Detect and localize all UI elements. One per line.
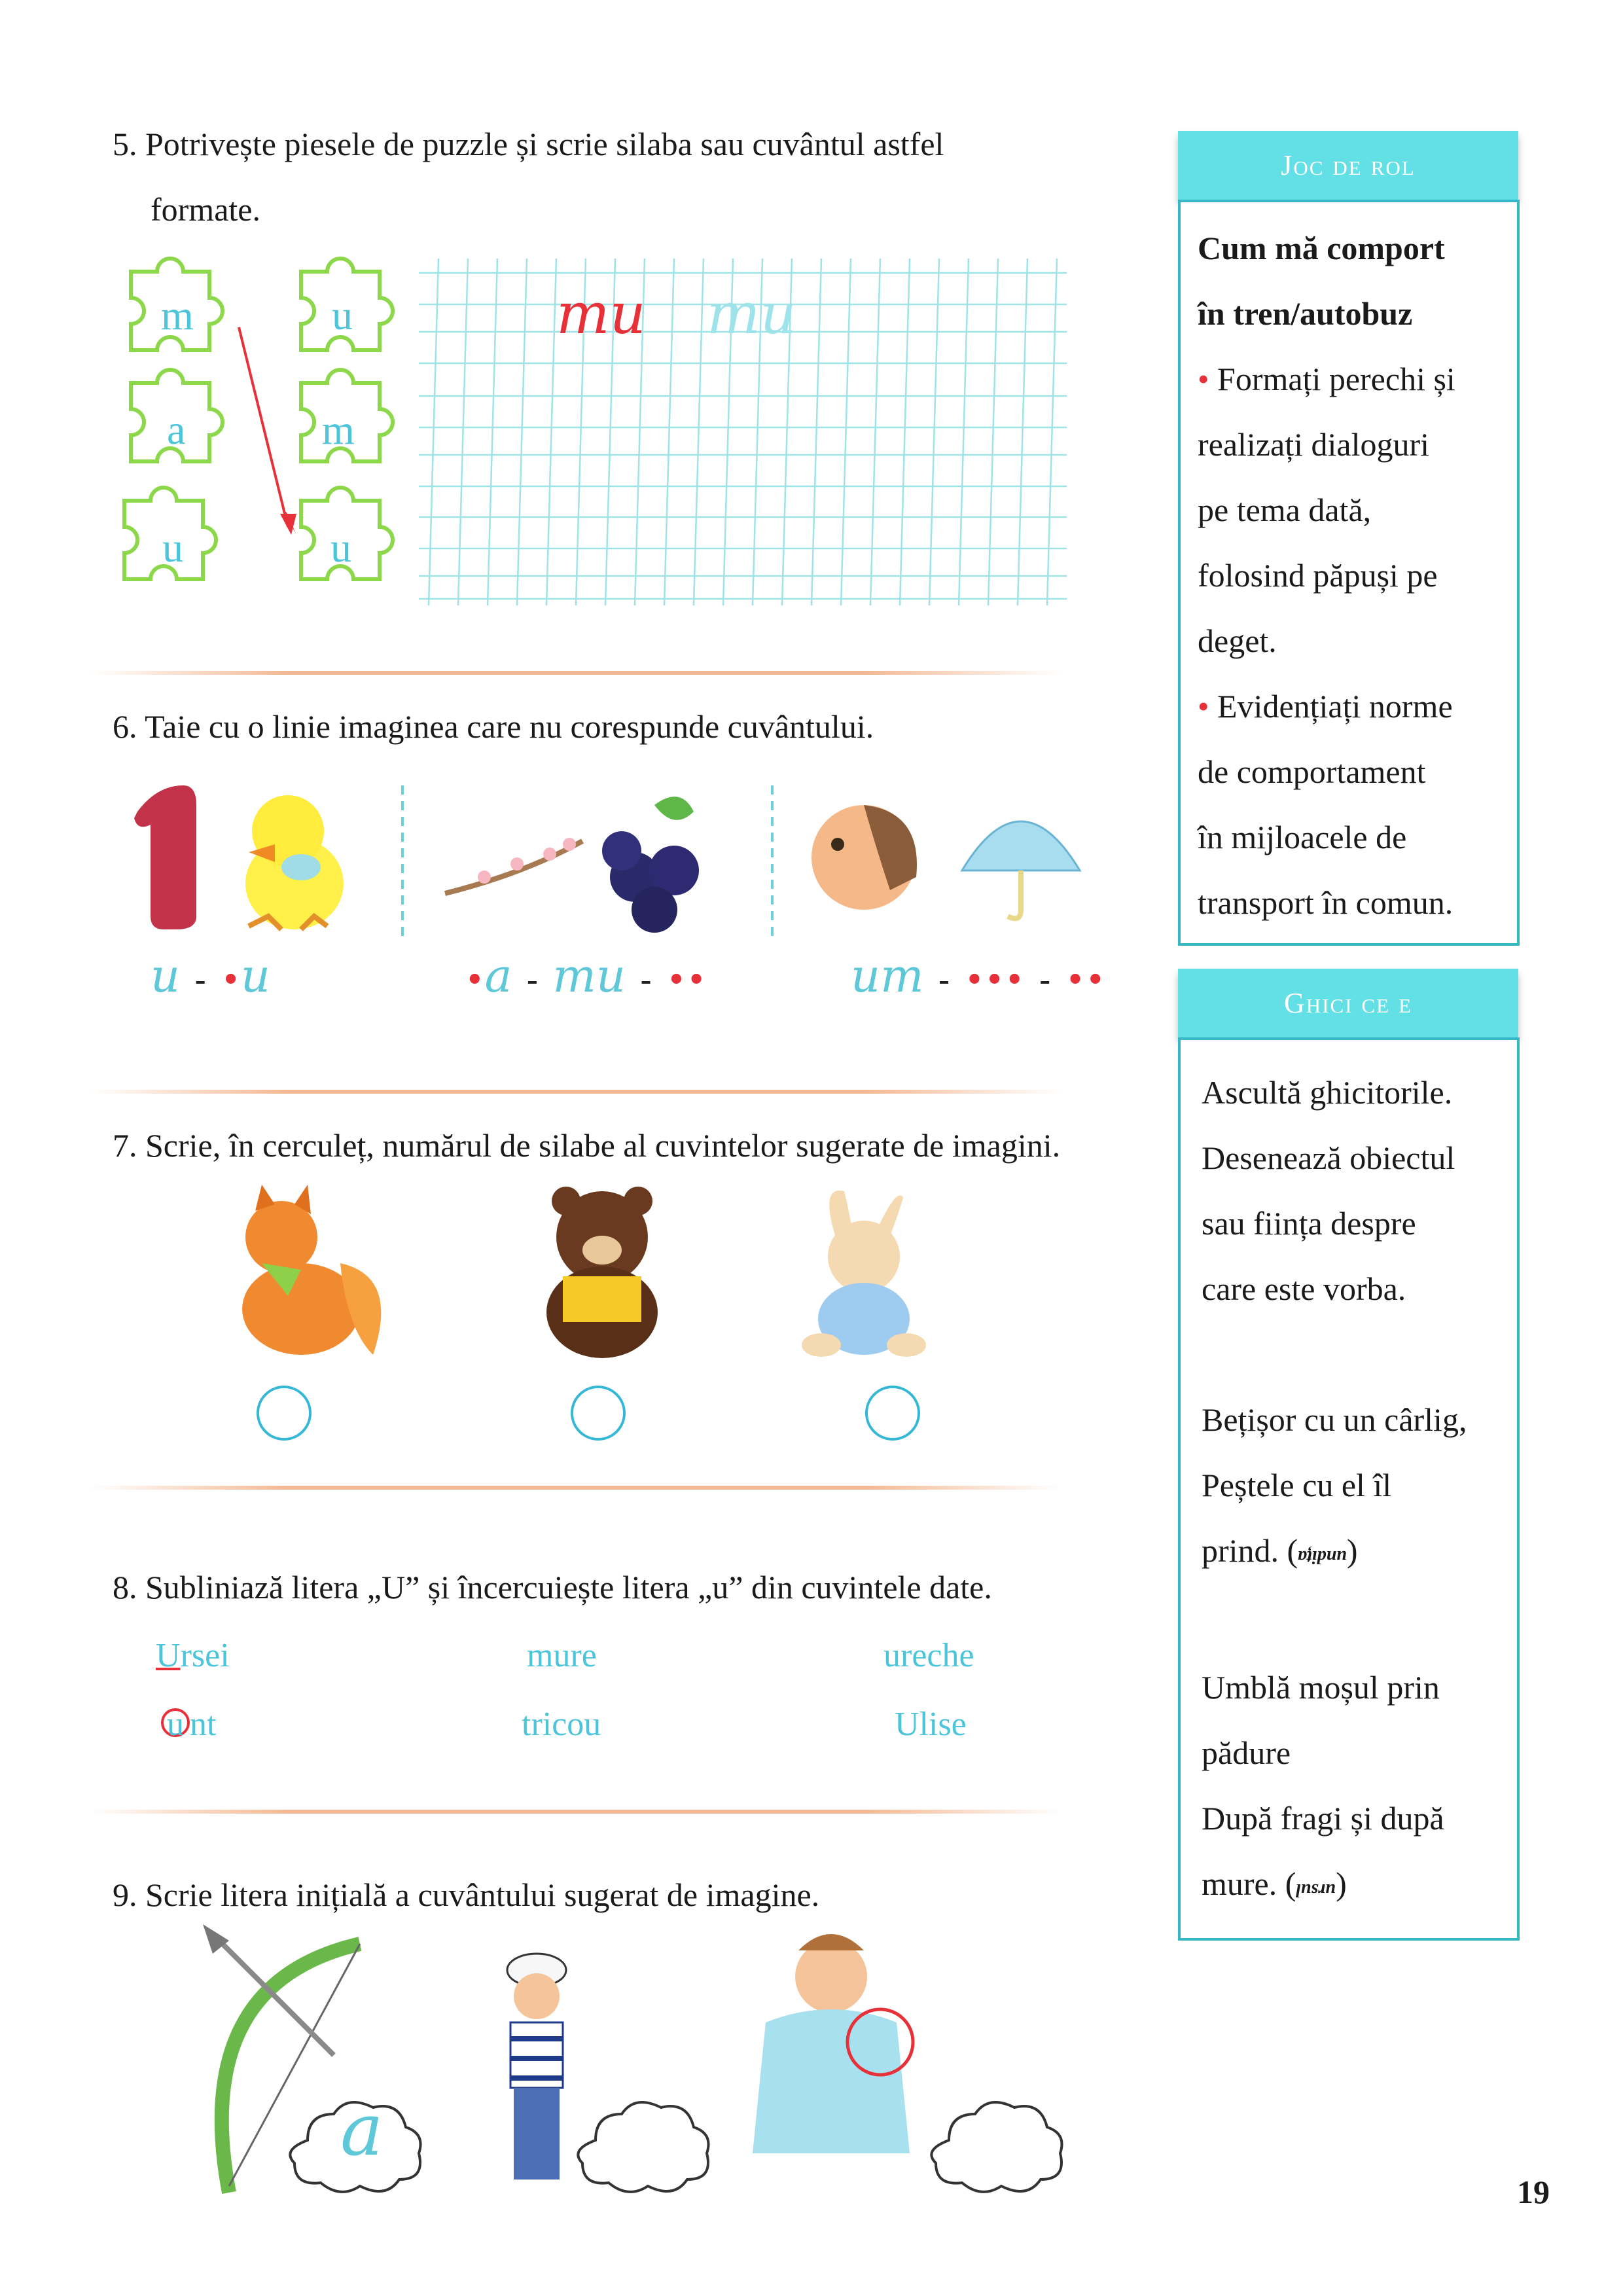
word-rest: rsei (180, 1637, 230, 1674)
exercise-9-images (177, 1924, 1126, 2199)
role-play-title-1: Cum mă comport (1198, 230, 1445, 266)
dash: - (194, 961, 206, 1000)
puzzle-letter-u: u (162, 524, 183, 571)
syllable-count-circle[interactable] (571, 1386, 626, 1441)
sidebar-line: în mijloacele de (1198, 819, 1407, 855)
dots: • (221, 961, 241, 1000)
word-group-2 (465, 949, 706, 1003)
line-text: ) (1346, 1532, 1358, 1569)
sidebar-line: de comportament (1198, 753, 1426, 790)
riddle-intro-line: Desenează obiectul (1202, 1139, 1455, 1176)
separator (92, 1486, 1060, 1490)
cursive-syllable: um (851, 949, 924, 1003)
example-syllable-red: mu (556, 281, 646, 347)
teddy-bear-icon (546, 1187, 658, 1358)
number-one-icon (134, 785, 196, 929)
exercise-6-images (111, 779, 1132, 942)
dots: ••• (964, 961, 1025, 1000)
riddle-line: pădure (1202, 1734, 1291, 1771)
example-initial-letter: a (340, 2088, 383, 2172)
upside-down-answer: ursul (1296, 1880, 1336, 1900)
line-text: ) (1336, 1865, 1347, 1902)
exercise-7-images (209, 1185, 995, 1361)
role-play-header: Joc de rol (1178, 131, 1518, 200)
line-text: prind. ( (1202, 1532, 1298, 1569)
sidebar-line: transport în comun. (1198, 884, 1454, 921)
word-group-3 (851, 949, 1105, 1003)
sidebar-line: realizați dialoguri (1198, 426, 1430, 463)
riddle-line (1202, 1851, 1504, 1922)
puzzle-letter-m: m (322, 406, 355, 453)
role-play-box (1178, 200, 1520, 946)
sidebar-line (1198, 346, 1504, 412)
example-syllable-trace: mu (707, 281, 796, 347)
bullet-icon: • (1198, 688, 1209, 725)
puzzle-letter-m: m (161, 292, 194, 338)
exercise-7-text: 7. Scrie, în cerculeț, numărul de silabe al cuvintelor sugerate de imagini. (113, 1127, 1061, 1164)
puzzle-letter-u: u (330, 524, 351, 571)
underlined-letter: U (156, 1637, 181, 1674)
cursive-syllable: u (151, 949, 181, 1003)
separator (92, 1090, 1060, 1094)
dots: •• (666, 961, 707, 1000)
word-ursei[interactable] (156, 1636, 230, 1675)
sidebar-line (1198, 673, 1504, 739)
dots: • (465, 961, 485, 1000)
dash: - (1039, 961, 1051, 1000)
exercise-5-line2: formate. (151, 191, 260, 228)
blossom-branch-icon (445, 838, 582, 893)
word-ureche[interactable]: ureche (883, 1637, 974, 1674)
riddle-line: Peștele cu el îl (1202, 1467, 1392, 1503)
page-number: 19 (1517, 2174, 1550, 2210)
dots: •• (1065, 961, 1106, 1000)
sidebar-line: pe tema dată, (1198, 492, 1372, 528)
answer-cloud (578, 2102, 708, 2192)
dash: - (640, 961, 652, 1000)
exercise-9-text: 9. Scrie litera inițială a cuvântului sugerat de imagine. (113, 1876, 820, 1913)
syllable-count-circle[interactable] (865, 1386, 920, 1441)
dash: - (938, 961, 950, 1000)
cursive-syllable: u (240, 949, 270, 1003)
cursive-syllable: a (484, 949, 512, 1003)
puzzle-letter-a: a (167, 406, 186, 453)
blackberries-icon (602, 797, 699, 933)
riddle-intro-line: sau ființa despre (1202, 1205, 1416, 1242)
sidebar-line: deget. (1198, 622, 1277, 659)
bullet-icon: • (1198, 361, 1209, 397)
riddle-header: Ghici ce e (1178, 969, 1518, 1037)
exercise-6-text: 6. Taie cu o linie imaginea care nu corespunde cuvântului. (113, 708, 874, 745)
riddle-line: Bețișor cu un cârlig, (1202, 1401, 1467, 1438)
line-text: mure. ( (1202, 1865, 1296, 1902)
circled-letter: u (161, 1708, 190, 1737)
cursive-syllable: mu (552, 949, 626, 1003)
umbrella-icon (962, 821, 1080, 918)
word-ulise[interactable]: Ulise (895, 1706, 967, 1743)
syllable-count-circle[interactable] (257, 1386, 312, 1441)
line-text: Evidențiați norme (1209, 688, 1453, 725)
dash: - (526, 961, 539, 1000)
puzzle-letter-u: u (332, 292, 353, 338)
upside-down-answer: undița (1298, 1547, 1347, 1567)
riddle-line (1202, 1518, 1504, 1589)
boy-face-icon (812, 805, 917, 910)
role-play-title-2: în tren/autobuz (1198, 295, 1413, 332)
sailor-icon (507, 1954, 566, 2179)
bunny-icon (802, 1191, 926, 1357)
word-mure[interactable]: mure (527, 1637, 597, 1674)
riddle-box (1178, 1037, 1520, 1941)
puzzle-pieces (111, 252, 419, 619)
word-rest: nt (190, 1706, 217, 1743)
separator (92, 1810, 1060, 1814)
riddle-line: Umblă moșul prin (1202, 1669, 1440, 1706)
riddle-intro-line: Ascultă ghicitorile. (1202, 1074, 1453, 1111)
word-unt[interactable] (164, 1705, 216, 1744)
line-text: Formați perechi și (1209, 361, 1455, 397)
separator (92, 671, 1060, 675)
riddle-intro-line: care este vorba. (1202, 1270, 1406, 1307)
answer-cloud (931, 2102, 1061, 2192)
exercise-5-line1: 5. Potrivește piesele de puzzle și scrie silaba sau cuvântul astfel (113, 126, 944, 162)
word-tricou[interactable]: tricou (522, 1706, 601, 1743)
connecting-arrow (239, 327, 288, 527)
fox-icon (242, 1185, 381, 1355)
chick-icon (245, 795, 344, 929)
exercise-8-text: 8. Subliniază litera „U” și încercuiește litera „u” din cuvintele date. (113, 1569, 992, 1605)
boy-shoulder-icon (753, 1934, 913, 2153)
riddle-line: După fragi și după (1202, 1800, 1444, 1837)
word-group-1 (151, 949, 270, 1003)
sidebar-line: folosind păpuși pe (1198, 557, 1438, 594)
